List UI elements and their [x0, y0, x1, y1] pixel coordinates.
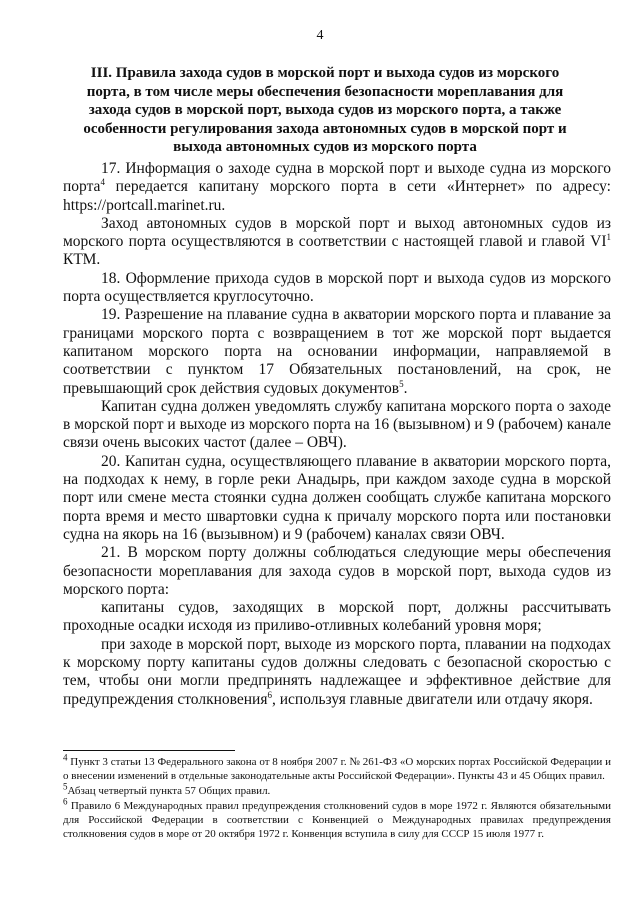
chapter-superscript: 1 [606, 232, 611, 243]
footnote-ref-6[interactable]: 6 [267, 689, 272, 700]
document-body [63, 160, 611, 709]
footnote-6: $^6$ Правило 6 Международных правил предупреждения столкновений судов в море 1972 г. Являются обязательными для Российской Федерации в соответствии с Конвенцией о Международных правилах предупреждения столкновения судов в море от 20 октября 1972 г. Конвенция вступила в силу для СССР 15 июля 1977 г. [63, 796, 611, 840]
paragraph-21: 21. В морском порту должны соблюдаться следующие меры обеспечения безопасности мореплавания для захода судов в морской порт, выхода судов из морского порта: [63, 544, 611, 598]
paragraph-17-autonomous: Заход автономных судов в морской порт и выход автономных судов из морского порта осуществляются в соответствии с настоящей главой и главой $VI^1$ КТМ. [63, 214, 611, 269]
footnote-4: $^4$ Пункт 3 статьи 13 Федерального закона от 8 ноября 2007 г. № 261-ФЗ «О морских портах Российской Федерации и о внесении изменений в отдельные законодательные акты Российской Федерации». Пункты 43 и 45 Общих правил. [63, 752, 611, 782]
paragraph-19-notify: Капитан судна должен уведомлять службу капитана морского порта о заходе в морской порт и выходе из морского порта на 16 (вызывном) и 9 (рабочем) канале связи очень высоких частот (далее – ОВЧ). [63, 397, 611, 452]
paragraph-20: 20. Капитан судна, осуществляющего плавание в акватории морского порта, на подходах к нему, в горле реки Анадырь, при каждом заходе судна в морской порт или смене места стоянки судна должен сообщать службе капитана морского порта время и место швартовки судна к причалу морского порта или постановки судна на якорь на 16 (вызывном) и 9 (рабочем) каналах связи ОВЧ. [63, 452, 611, 543]
paragraph-21-speed: при заходе в морской порт, выходе из морского порта, плавании на подходах к морскому порту капитаны судов должны следовать с безопасной скоростью с тем, чтобы они могли предпринять надлежащее и эффективное действие для предупреждения столкновения$^6$, используя главные двигатели или отдачу якоря. [63, 635, 611, 708]
footnote-5: $^5$Абзац четвертый пункта 57 Общих правил. [63, 781, 271, 797]
footnote-ref-4[interactable]: 4 [100, 177, 105, 188]
footnotes [63, 752, 611, 842]
paragraph-18: 18. Оформление прихода судов в морской порт и выхода судов из морского порта осуществляется круглосуточно. [63, 269, 611, 306]
paragraph-21-draught: капитаны судов, заходящих в морской порт, должны рассчитывать проходные осадки исходя из приливо-отливных колебаний уровня моря; [63, 599, 611, 635]
paragraph-17: 17. Информация о заходе судна в морской порт и выходе судна из морского порта$^4$ передается капитану морского порта в сети «Интернет» по адресу: https://portcall.marinet.ru. [63, 160, 611, 214]
paragraph-19: 19. Разрешение на плавание судна в акватории морского порта и плавание за границами морского порта с возвращением в тот же морской порт выдается капитаном морского порта на основании информации, направляемой в соответствии с пунктом 17 Обязательных постановлений, на срок, не превышающий срок действия судовых документов$^5$. [63, 306, 611, 397]
section-title: III. Правила захода судов в морской порт и выхода судов из морского порта, в том числе меры обеспечения безопасности мореплавания для захода судов в морской порт, выхода судов из морского порта, а также особенности регулирования захода автономных судов в морской порт и выхода автономных судов из морского порта [83, 65, 567, 156]
footnote-divider [63, 750, 235, 751]
footnote-ref-5[interactable]: 5 [399, 378, 404, 389]
page-number: 4 [316, 28, 324, 43]
